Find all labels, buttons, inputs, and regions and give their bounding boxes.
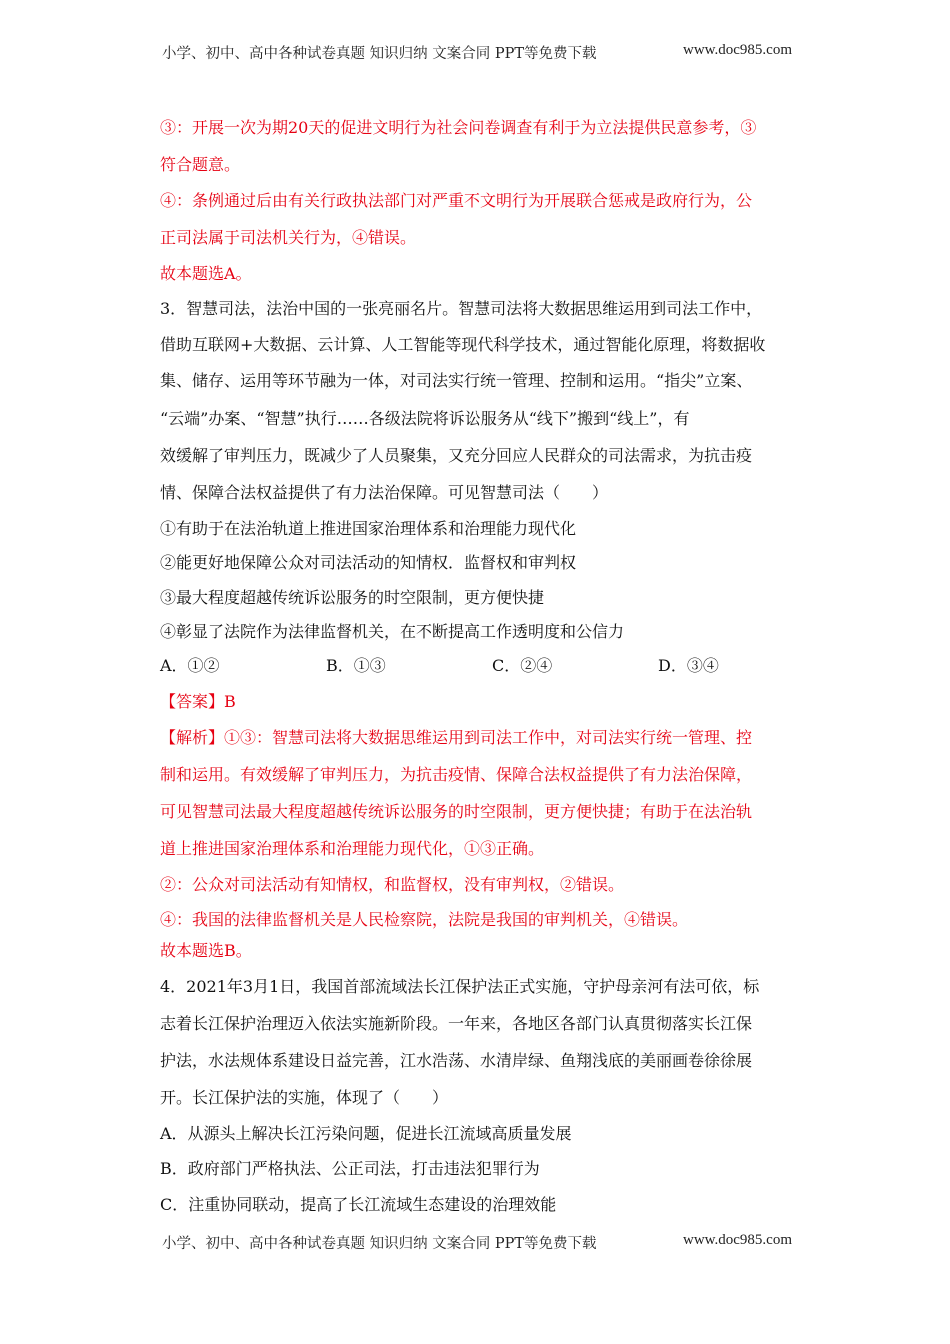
- q4-stem-line-4: 开。长江保护法的实施，体现了（ ）: [160, 1088, 449, 1107]
- q3-stem-line-3: 集、储存、运用等环节融为一体，对司法实行统一管理、控制和运用。“指尖”立案、: [160, 371, 753, 390]
- q4-stem-line-2: 志着长江保护治理迈入依法实施新阶段。一年来，各地区各部门认真贯彻落实长江保: [160, 1014, 753, 1033]
- q3-conclusion: 故本题选B。: [160, 941, 252, 960]
- prev-conclusion: 故本题选A。: [160, 264, 252, 283]
- q4-option-c: C．注重协同联动，提高了长江流域生态建设的治理效能: [160, 1195, 557, 1214]
- prev-analysis-line-3: ④：条例通过后由有关行政执法部门对严重不文明行为开展联合惩戒是政府行为，公: [160, 191, 753, 210]
- prev-analysis-line-1: ③：开展一次为期20天的促进文明行为社会问卷调查有利于为立法提供民意参考，③: [160, 118, 757, 137]
- header-text: 小学、初中、高中各种试卷真题 知识归纳 文案合同 PPT等免费下载: [162, 46, 597, 62]
- q4-option-b: B．政府部门严格执法、公正司法，打击违法犯罪行为: [160, 1159, 540, 1178]
- q4-stem-line-1: 4．2021年3月1日，我国首部流域法长江保护法正式实施，守护母亲河有法可依，标: [160, 977, 760, 996]
- q3-answer: 【答案】B: [160, 692, 236, 711]
- q3-option-a: A．①②: [160, 656, 220, 675]
- q3-analysis-line-5: ②：公众对司法活动有知情权，和监督权，没有审判权，②错误。: [160, 875, 625, 894]
- q3-analysis-line-3: 可见智慧司法最大程度超越传统诉讼服务的时空限制，更方便快捷；有助于在法治轨: [160, 802, 753, 821]
- q3-item-4: ④彰显了法院作为法律监督机关，在不断提高工作透明度和公信力: [160, 622, 625, 641]
- q3-analysis-line-2: 制和运用。有效缓解了审判压力，为抗击疫情、保障合法权益提供了有力法治保障，: [160, 765, 753, 784]
- q4-option-a: A．从源头上解决长江污染问题，促进长江流域高质量发展: [160, 1124, 572, 1143]
- q3-stem-line-2: 借助互联网+大数据、云计算、人工智能等现代科学技术，通过智能化原理，将数据收: [160, 335, 766, 354]
- q3-stem-line-5: 效缓解了审判压力，既减少了人员聚集，又充分回应人民群众的司法需求，为抗击疫: [160, 446, 753, 465]
- header-site-link[interactable]: www.doc985.com: [682, 42, 792, 58]
- q3-analysis-line-4: 道上推进国家治理体系和治理能力现代化，①③正确。: [160, 839, 545, 858]
- q3-option-b: B．①③: [326, 656, 386, 675]
- q4-stem-line-3: 护法，水法规体系建设日益完善，江水浩荡、水清岸绿、鱼翔浅底的美丽画卷徐徐展: [160, 1051, 753, 1070]
- q3-item-3: ③最大程度超越传统诉讼服务的时空限制，更方便快捷: [160, 588, 545, 607]
- prev-analysis-line-4: 正司法属于司法机关行为，④错误。: [160, 228, 417, 247]
- footer-text: 小学、初中、高中各种试卷真题 知识归纳 文案合同 PPT等免费下载: [162, 1236, 597, 1252]
- q3-item-2: ②能更好地保障公众对司法活动的知情权．监督权和审判权: [160, 553, 577, 572]
- q3-stem-line-6: 情、保障合法权益提供了有力法治保障。可见智慧司法（ ）: [160, 483, 609, 502]
- page-footer: [162, 1232, 792, 1253]
- q3-analysis-line-1: 【解析】①③：智慧司法将大数据思维运用到司法工作中，对司法实行统一管理、控: [160, 728, 753, 747]
- q3-stem-line-4: “云端”办案、“智慧”执行……各级法院将诉讼服务从“线下”搬到“线上”，有: [160, 409, 690, 428]
- page-header: [162, 42, 792, 63]
- q3-item-1: ①有助于在法治轨道上推进国家治理体系和治理能力现代化: [160, 519, 577, 538]
- footer-site-link[interactable]: www.doc985.com: [682, 1232, 792, 1248]
- prev-analysis-line-2: 符合题意。: [160, 155, 241, 174]
- q3-option-d: D．③④: [658, 656, 719, 675]
- q3-analysis-line-6: ④：我国的法律监督机关是人民检察院，法院是我国的审判机关，④错误。: [160, 910, 689, 929]
- q3-options: [160, 655, 800, 677]
- q3-option-c: C．②④: [492, 656, 553, 675]
- q3-stem-line-1: 3．智慧司法，法治中国的一张亮丽名片。智慧司法将大数据思维运用到司法工作中，: [160, 299, 763, 318]
